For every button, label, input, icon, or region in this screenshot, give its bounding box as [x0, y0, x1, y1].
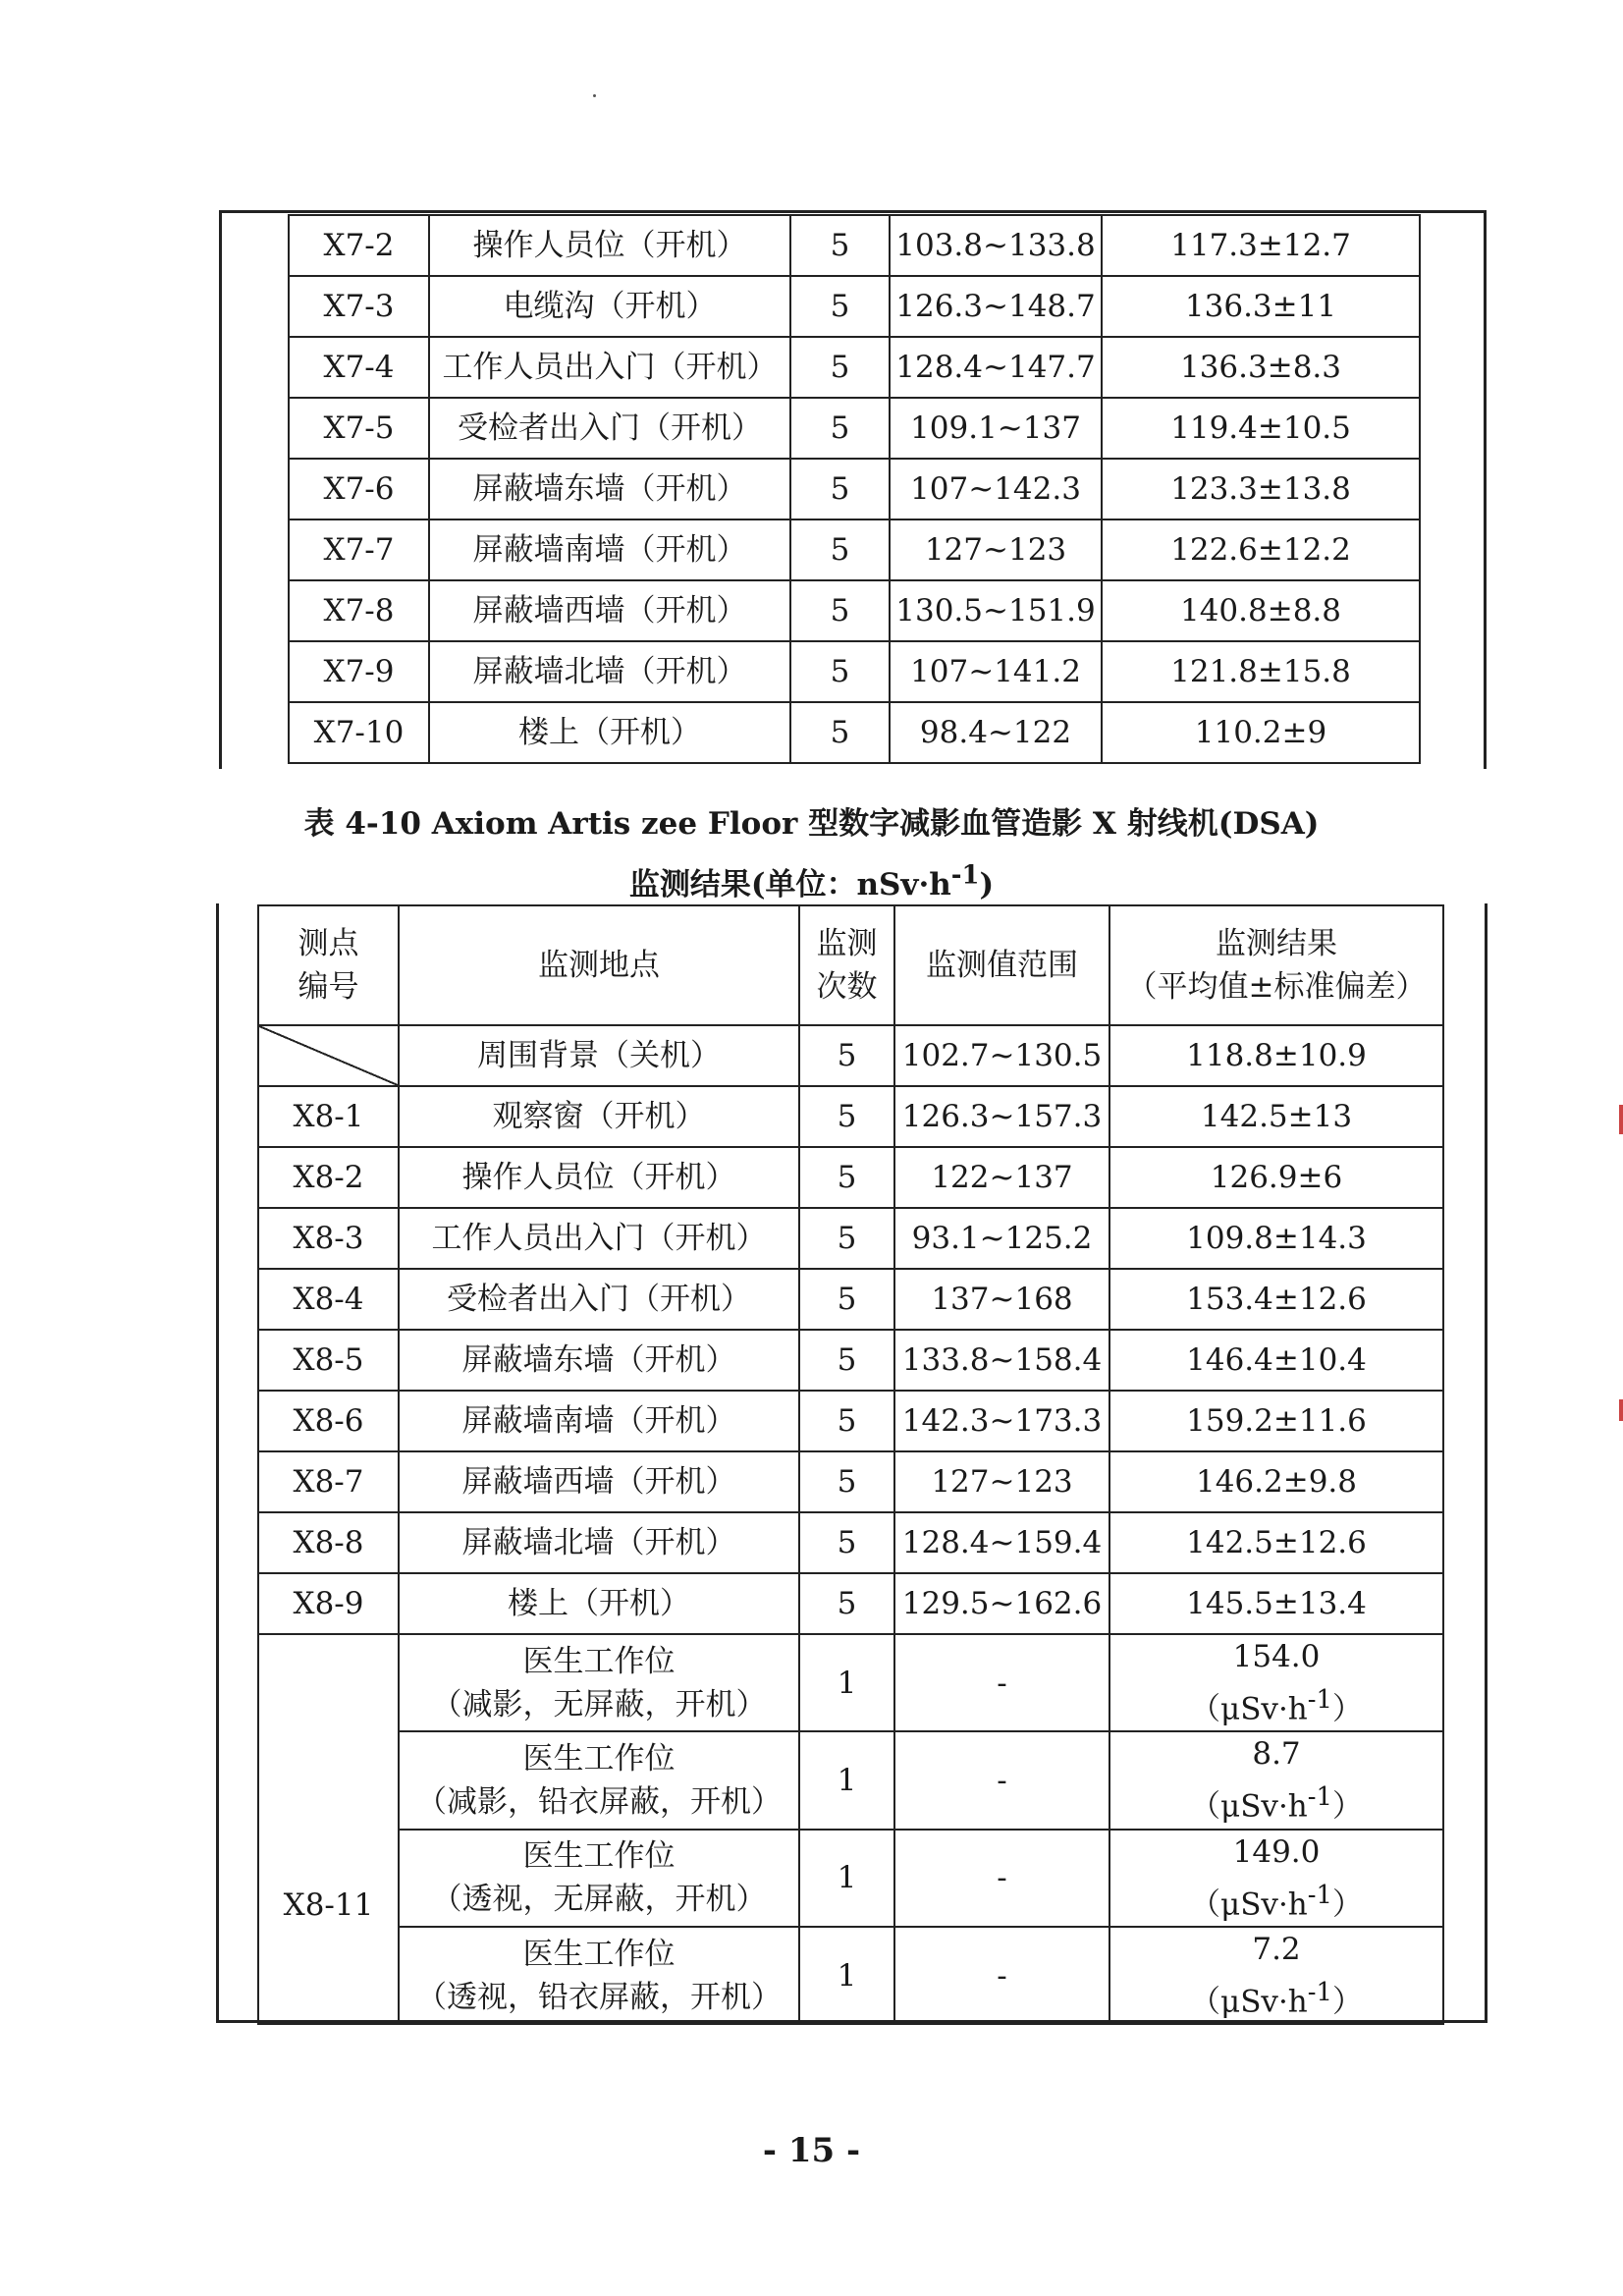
cell-result [1109, 1830, 1443, 1927]
scan-edge-mark [1619, 1399, 1623, 1421]
cell-point-id: X7-7 [289, 519, 429, 580]
cell-location: 屏蔽墙南墙（开机） [399, 1391, 799, 1451]
unit-prefix: （μSv·h [1190, 1691, 1308, 1727]
cell-range: - [894, 1830, 1109, 1927]
cell-point-id: X8-5 [258, 1330, 399, 1391]
caption-unit-superscript: -1 [950, 860, 980, 891]
table1-frame-left [219, 210, 222, 769]
cell-range: 142.3~173.3 [894, 1391, 1109, 1451]
location-line2: （减影，无屏蔽，开机） [431, 1686, 767, 1722]
cell-location: 工作人员出入门（开机） [429, 337, 790, 398]
page-number: - 15 - [762, 2131, 861, 2170]
cell-location: 屏蔽墙西墙（开机） [399, 1451, 799, 1512]
table-row [258, 1086, 1443, 1147]
cell-location: 屏蔽墙东墙（开机） [399, 1330, 799, 1391]
cell-result: 136.3±8.3 [1102, 337, 1420, 398]
cell-result [1109, 1731, 1443, 1829]
table-row [258, 1269, 1443, 1330]
unit-suffix: ） [1331, 1691, 1363, 1727]
cell-point-id: X8-3 [258, 1208, 399, 1269]
cell-count: 5 [790, 398, 890, 459]
location-line1: 医生工作位 [522, 1838, 676, 1875]
cell-result: 121.8±15.8 [1102, 641, 1420, 702]
table-row [258, 1208, 1443, 1269]
doctor-row [258, 1731, 1443, 1829]
location-line2: （减影，铅衣屏蔽，开机） [416, 1783, 782, 1820]
table2-frame-left [216, 903, 219, 2023]
table-row [289, 519, 1420, 580]
cell-range: 133.8~158.4 [894, 1330, 1109, 1391]
table-row [258, 1330, 1443, 1391]
result-unit [1110, 1776, 1442, 1828]
table-x7-continued [288, 214, 1421, 764]
cell-location: 屏蔽墙南墙（开机） [429, 519, 790, 580]
cell-location: 屏蔽墙北墙（开机） [399, 1512, 799, 1573]
cell-result: 136.3±11 [1102, 276, 1420, 337]
cell-point-id: X7-6 [289, 459, 429, 519]
table-row [258, 1512, 1443, 1573]
doctor-row [258, 1830, 1443, 1927]
cell-point-id: X8-7 [258, 1451, 399, 1512]
cell-point-id: X8-11 [258, 1634, 399, 2024]
cell-range: 130.5~151.9 [890, 580, 1102, 641]
cell-range: 93.1~125.2 [894, 1208, 1109, 1269]
table-row [289, 337, 1420, 398]
cell-point-id: X7-5 [289, 398, 429, 459]
cell-location [399, 1731, 799, 1829]
unit-suffix: ） [1331, 1788, 1363, 1825]
cell-result: 146.2±9.8 [1109, 1451, 1443, 1512]
doctor-row [258, 1927, 1443, 2024]
cell-range: 103.8~133.8 [890, 215, 1102, 276]
table-row [258, 1573, 1443, 1634]
table-row [258, 1451, 1443, 1512]
diagonal-cell [258, 1025, 399, 1086]
result-value: 154.0 [1232, 1639, 1321, 1674]
cell-location: 观察窗（开机） [399, 1086, 799, 1147]
cell-count: 5 [790, 337, 890, 398]
cell-count: 5 [799, 1451, 894, 1512]
caption-unit-suffix: ) [979, 867, 995, 902]
cell-range: - [894, 1927, 1109, 2024]
cell-count: 5 [790, 580, 890, 641]
unit-prefix: （μSv·h [1190, 1788, 1308, 1825]
result-unit [1110, 1874, 1442, 1926]
cell-count: 5 [790, 276, 890, 337]
unit-prefix: （μSv·h [1190, 1886, 1308, 1922]
cell-location: 受检者出入门（开机） [399, 1269, 799, 1330]
doctor-row [258, 1634, 1443, 1731]
cell-count: 5 [799, 1086, 894, 1147]
cell-count: 5 [790, 519, 890, 580]
table-row [289, 580, 1420, 641]
cell-count: 5 [799, 1573, 894, 1634]
cell-range: 107~142.3 [890, 459, 1102, 519]
cell-count: 1 [799, 1731, 894, 1829]
table-4-10 [257, 904, 1444, 2025]
unit-suffix: ） [1331, 1984, 1363, 2020]
location-line2: （透视，无屏蔽，开机） [431, 1882, 767, 1918]
cell-location: 楼上（开机） [429, 702, 790, 763]
cell-range: 127~123 [894, 1451, 1109, 1512]
cell-range: 128.4~147.7 [890, 337, 1102, 398]
cell-location [399, 1927, 799, 2024]
header-result-line1: 监测结果 [1216, 926, 1337, 961]
header-location: 监测地点 [399, 905, 799, 1025]
header-point-id [258, 905, 399, 1025]
table-row [258, 1147, 1443, 1208]
cell-range: 98.4~122 [890, 702, 1102, 763]
cell-count: 1 [799, 1830, 894, 1927]
cell-count: 5 [790, 641, 890, 702]
cell-point-id: X7-9 [289, 641, 429, 702]
cell-location: 屏蔽墙东墙（开机） [429, 459, 790, 519]
result-value: 7.2 [1252, 1931, 1301, 1967]
cell-result: 117.3±12.7 [1102, 215, 1420, 276]
cell-result: 142.5±13 [1109, 1086, 1443, 1147]
header-point-id-line1: 测点 [298, 926, 359, 961]
cell-point-id: X8-8 [258, 1512, 399, 1573]
cell-location: 周围背景（关机） [399, 1025, 799, 1086]
cell-location [399, 1830, 799, 1927]
cell-result [1109, 1634, 1443, 1731]
cell-count: 1 [799, 1927, 894, 2024]
cell-location: 屏蔽墙西墙（开机） [429, 580, 790, 641]
cell-count: 5 [799, 1025, 894, 1086]
cell-result: 126.9±6 [1109, 1147, 1443, 1208]
cell-count: 5 [799, 1330, 894, 1391]
cell-result: 146.4±10.4 [1109, 1330, 1443, 1391]
cell-point-id: X8-1 [258, 1086, 399, 1147]
header-range: 监测值范围 [894, 905, 1109, 1025]
table2-header-row [258, 905, 1443, 1025]
unit-prefix: （μSv·h [1190, 1984, 1308, 2020]
cell-count: 5 [799, 1269, 894, 1330]
cell-range: 128.4~159.4 [894, 1512, 1109, 1573]
table-row [289, 398, 1420, 459]
cell-range: - [894, 1731, 1109, 1829]
cell-location: 工作人员出入门（开机） [399, 1208, 799, 1269]
cell-result: 110.2±9 [1102, 702, 1420, 763]
cell-result: 109.8±14.3 [1109, 1208, 1443, 1269]
cell-range: 102.7~130.5 [894, 1025, 1109, 1086]
unit-superscript: -1 [1307, 1782, 1332, 1813]
header-count-line2: 次数 [816, 969, 878, 1005]
cell-range: 126.3~157.3 [894, 1086, 1109, 1147]
cell-point-id: X8-2 [258, 1147, 399, 1208]
cell-location: 屏蔽墙北墙（开机） [429, 641, 790, 702]
cell-range: - [894, 1634, 1109, 1731]
result-unit [1110, 1971, 1442, 2023]
cell-location: 楼上（开机） [399, 1573, 799, 1634]
cell-result: 145.5±13.4 [1109, 1573, 1443, 1634]
header-count [799, 905, 894, 1025]
scan-speck [593, 94, 596, 97]
cell-location: 受检者出入门（开机） [429, 398, 790, 459]
header-result [1109, 905, 1443, 1025]
background-row [258, 1025, 1443, 1086]
cell-count: 5 [799, 1147, 894, 1208]
cell-range: 127~123 [890, 519, 1102, 580]
cell-count: 1 [799, 1634, 894, 1731]
result-value: 149.0 [1232, 1833, 1321, 1870]
cell-point-id: X7-8 [289, 580, 429, 641]
cell-point-id: X7-3 [289, 276, 429, 337]
location-line1: 医生工作位 [522, 1643, 676, 1679]
cell-result: 142.5±12.6 [1109, 1512, 1443, 1573]
cell-point-id: X8-6 [258, 1391, 399, 1451]
caption-unit-prefix: 监测结果(单位：nSv·h [628, 867, 951, 902]
cell-location: 操作人员位（开机） [429, 215, 790, 276]
unit-superscript: -1 [1307, 1977, 1332, 2007]
result-value: 8.7 [1252, 1736, 1301, 1773]
table1-frame-top [219, 210, 1487, 213]
table2-frame-right [1485, 903, 1488, 2023]
location-line1: 医生工作位 [522, 1740, 676, 1777]
header-point-id-line2: 编号 [298, 969, 359, 1005]
table1-frame-right [1484, 210, 1487, 769]
table-caption-title: 表 4-10 Axiom Artis zee Floor 型数字减影血管造影 X 射线机(DSA) [303, 806, 1320, 842]
table-row [289, 276, 1420, 337]
table-row [258, 1391, 1443, 1451]
cell-result: 119.4±10.5 [1102, 398, 1420, 459]
cell-point-id: X7-2 [289, 215, 429, 276]
unit-superscript: -1 [1307, 1880, 1332, 1910]
cell-range: 129.5~162.6 [894, 1573, 1109, 1634]
table-row [289, 215, 1420, 276]
cell-point-id: X7-10 [289, 702, 429, 763]
unit-suffix: ） [1331, 1886, 1363, 1922]
cell-range: 126.3~148.7 [890, 276, 1102, 337]
cell-result: 118.8±10.9 [1109, 1025, 1443, 1086]
cell-result: 159.2±11.6 [1109, 1391, 1443, 1451]
cell-count: 5 [790, 215, 890, 276]
cell-location: 操作人员位（开机） [399, 1147, 799, 1208]
cell-range: 109.1~137 [890, 398, 1102, 459]
cell-count: 5 [790, 459, 890, 519]
cell-count: 5 [799, 1208, 894, 1269]
result-unit [1110, 1678, 1442, 1730]
cell-result [1109, 1927, 1443, 2024]
cell-location: 电缆沟（开机） [429, 276, 790, 337]
cell-range: 137~168 [894, 1269, 1109, 1330]
cell-point-id: X8-9 [258, 1573, 399, 1634]
cell-result: 153.4±12.6 [1109, 1269, 1443, 1330]
cell-range: 122~137 [894, 1147, 1109, 1208]
cell-count: 5 [799, 1391, 894, 1451]
cell-count: 5 [790, 702, 890, 763]
table-caption-unit [0, 859, 1623, 903]
header-count-line1: 监测 [816, 926, 878, 961]
cell-result: 122.6±12.2 [1102, 519, 1420, 580]
cell-count: 5 [799, 1512, 894, 1573]
cell-location [399, 1634, 799, 1731]
table-row [289, 641, 1420, 702]
cell-point-id: X8-4 [258, 1269, 399, 1330]
cell-range: 107~141.2 [890, 641, 1102, 702]
cell-result: 123.3±13.8 [1102, 459, 1420, 519]
table-row [289, 459, 1420, 519]
header-result-line2: （平均值±标准偏差） [1126, 969, 1427, 1005]
table-row [289, 702, 1420, 763]
cell-point-id: X7-4 [289, 337, 429, 398]
location-line1: 医生工作位 [522, 1936, 676, 1972]
cell-result: 140.8±8.8 [1102, 580, 1420, 641]
unit-superscript: -1 [1307, 1685, 1332, 1715]
scan-edge-mark [1619, 1105, 1623, 1134]
location-line2: （透视，铅衣屏蔽，开机） [416, 1979, 782, 2015]
